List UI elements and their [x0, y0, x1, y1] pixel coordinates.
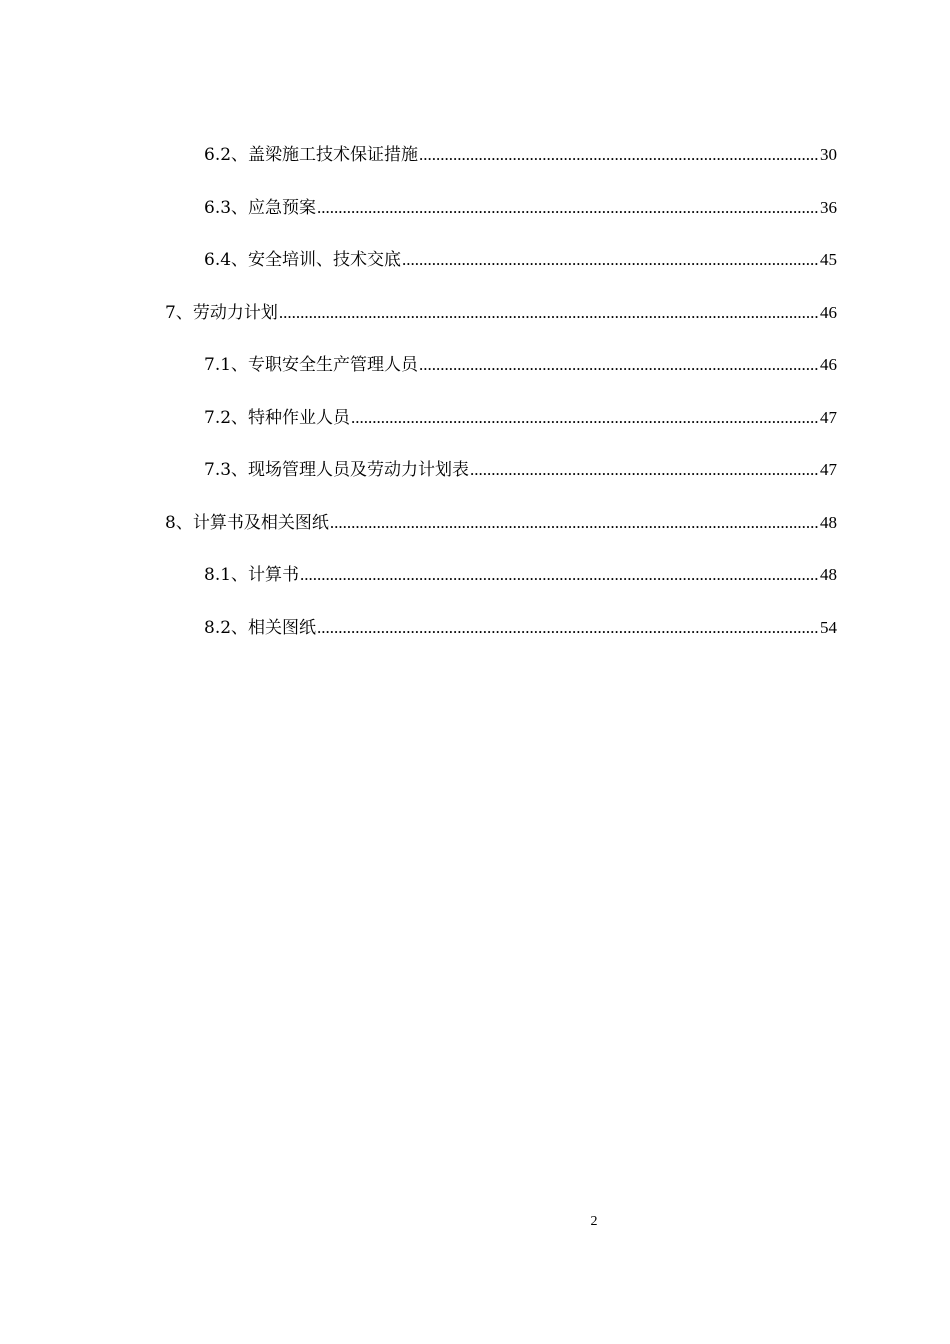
toc-entry-page: 54 [820, 617, 837, 637]
toc-dot-leader [470, 454, 819, 486]
toc-dot-leader [402, 244, 819, 276]
toc-dot-leader [330, 507, 819, 539]
toc-entry-8[interactable] [0, 507, 837, 560]
toc-entry-page: 48 [820, 512, 837, 532]
toc-entry-page: 46 [820, 355, 837, 374]
page-number: 2 [590, 1214, 598, 1229]
table-of-contents [0, 139, 950, 664]
toc-entry-title: 8.2、相关图纸 [204, 617, 317, 638]
toc-entry-page: 45 [820, 250, 837, 269]
toc-entry-page: 47 [820, 460, 837, 479]
toc-dot-leader [317, 192, 819, 224]
toc-entry-7-2[interactable] [0, 402, 837, 455]
toc-dot-leader [419, 139, 819, 171]
toc-entry-title: 6.3、应急预案 [204, 197, 317, 218]
toc-entry-title: 7、劳动力计划 [165, 302, 278, 323]
toc-entry-page: 48 [820, 565, 837, 584]
toc-entry-page: 30 [820, 145, 837, 164]
toc-dot-leader [279, 297, 819, 329]
toc-entry-6-3[interactable] [0, 192, 837, 245]
toc-entry-title: 6.4、安全培训、技术交底 [204, 250, 402, 270]
toc-dot-leader [419, 349, 819, 381]
toc-entry-title: 8.1、计算书 [204, 565, 300, 585]
toc-dot-leader [317, 612, 819, 644]
toc-entry-page: 46 [820, 302, 837, 322]
toc-entry-title: 7.1、专职安全生产管理人员 [204, 355, 419, 375]
toc-entry-page: 36 [820, 197, 837, 217]
toc-entry-title: 7.2、特种作业人员 [204, 407, 351, 428]
toc-dot-leader [351, 402, 819, 434]
toc-entry-title: 7.3、现场管理人员及劳动力计划表 [204, 460, 470, 480]
toc-dot-leader [300, 559, 819, 591]
toc-entry-8-1[interactable] [0, 559, 837, 612]
toc-entry-title: 8、计算书及相关图纸 [165, 512, 329, 533]
toc-entry-6-2[interactable] [0, 139, 837, 192]
toc-entry-7-1[interactable] [0, 349, 837, 402]
toc-entry-title: 6.2、盖梁施工技术保证措施 [204, 145, 419, 165]
toc-entry-7[interactable] [0, 297, 837, 350]
toc-entry-6-4[interactable] [0, 244, 837, 297]
toc-entry-8-2[interactable] [0, 612, 837, 665]
toc-entry-7-3[interactable] [0, 454, 837, 507]
toc-entry-page: 47 [820, 407, 837, 427]
